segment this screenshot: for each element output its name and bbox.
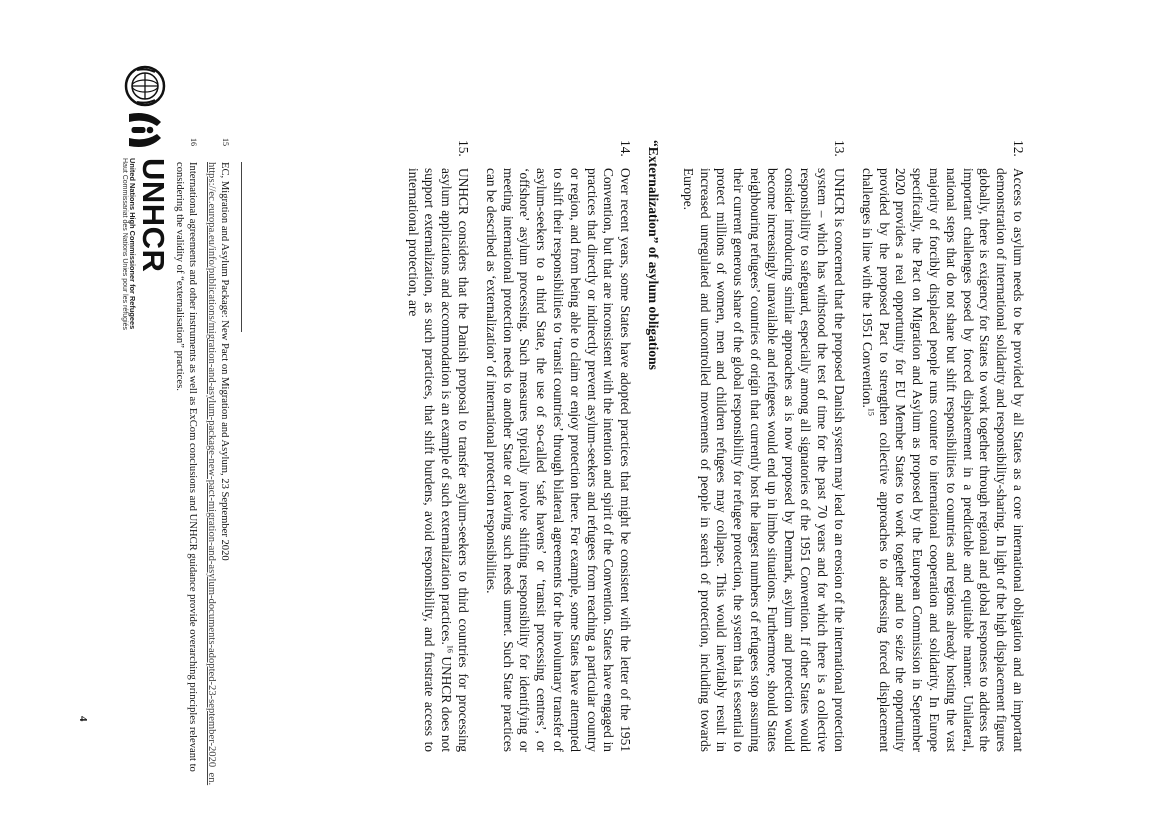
logo-text-block (121, 158, 169, 330)
footnote-15 (204, 138, 231, 798)
paragraph-number: 15. (456, 140, 472, 157)
brand-tagline-english: United Nations High Commissioner for Refugees (128, 158, 137, 330)
document-body (393, 140, 1026, 752)
paragraph-text (404, 168, 471, 752)
page-number: 4 (77, 716, 89, 722)
brand-name: UNHCR (136, 158, 171, 273)
footnote-text: International agreements and other instruments as well as ExCom conclusions and UNHCR guidance provide overarching principles relevant to considering the validity of “externalisation” practices. (173, 162, 199, 772)
paragraph-number: 14. (618, 140, 634, 157)
footnote-number: 16 (189, 138, 199, 146)
paragraph-text-after: UNHCR does not support externalization, as such practices, that shift burdens, avoid responsibility, and frustrate access to international protection, are (405, 168, 455, 752)
brand-tagline-french: Haut Commissariat des Nations Unies pour les réfugiés (120, 158, 128, 330)
paragraph-text: UNHCR is concerned that the proposed Danish system may lead to an erosion of the international protection system – which has withstood the test of time for the past 70 years and for which there is a collective responsibility to safeguard, especially among all signatories of the 1951 Convention. If other States would consider introducing similar approaches as is now proposed by Denmark, asylum and protection would become increasingly unavailable and refugees would end up in limbo situations. Furthermore, should States neighbouring refugees’ countries of origin that currently host the largest numbers of refugees stop assuming their current generous share of the global responsibility for refugee protection, the system that is essential to protect millions of women, men and children refugees may collapse. This would inevitably result in increased unregulated and uncontrolled movements of people in search of protection, including towards Europe. (680, 168, 848, 752)
footnote-ref-15[interactable]: 15 (866, 407, 876, 416)
hands-shelter-icon (123, 108, 167, 152)
paragraph-text-before: UNHCR considers that the Danish proposal to transfer asylum-seekers to third countries for processing asylum applications and accommodation is an example of such externalization practices. (439, 168, 472, 752)
section-heading: “Externalization” of asylum obligations (646, 140, 662, 370)
emblem-group (123, 64, 167, 152)
paragraph-text-content: Access to asylum needs to be provided by all States as a core international obligation and an important demonstration of international solidarity and responsibility-sharing. In light of the high displacement figures globally, there is exigency for States to work together through regional and global responses to address the important challenges posed by forced displacement in a predictable and equitable manner. Unilateral, national steps that do not share but shift responsibilities to countries and regions already hosting the vast majority of forcibly displaced people runs counter to international cooperation and solidarity. In Europe specifically, the Pact on Migration and Asylum as proposed by the European Commission in September 2020 provides a real opportunity for EU Member States to work together and to seize the opportunity provided by the proposed Pact to strengthen collective approaches to addressing forced displacement challenges in line with the 1951 Convention. (859, 168, 1026, 752)
footnote-16 (172, 138, 199, 798)
footnote-divider (241, 162, 242, 332)
footnote-text (204, 162, 231, 798)
paragraph-number: 13. (832, 140, 848, 157)
paragraph-number: 12. (1011, 140, 1026, 157)
un-emblem-icon (123, 64, 167, 108)
paragraph-text (858, 168, 1026, 752)
paragraph-14 (482, 140, 633, 752)
unhcr-logo (121, 64, 169, 330)
footnote-ref-16[interactable]: 16 (445, 644, 455, 653)
paragraph-12 (858, 140, 1026, 752)
footnote-link[interactable]: https://ec.europa.eu/info/publications/migration-and-asylum-package-new-pact-migration-and-asylum-documents-adopted-23-september-2020_en. (205, 162, 217, 786)
footnote-number: 15 (221, 138, 230, 146)
footnotes (167, 138, 242, 798)
paragraph-13 (679, 140, 847, 752)
paragraph-text: Over recent years, some States have adopted practices that might be consistent with the letter of the 1951 Convention, but that are inconsistent with the intention and spirit of the Convention. States have engaged in practices that directly or indirectly prevent asylum-seekers and refugees from reaching a particular country or region, and from being able to claim or enjoy protection there. For example, some States have attempted to shift their responsibilities to ‘transit countries’ through bilateral agreements for the involuntary transfer of asylum-seekers to a third State, the use of so-called ‘safe havens’ or ‘transit processing centres’, or ‘offshore’ asylum processing. Such measures typically involve shifting responsibility for identifying or meeting international protection needs to another State or leaving such needs unmet. Such State practices can be described as ‘externalization’ of international protection responsibilities. (483, 168, 634, 752)
paragraph-15 (404, 140, 471, 752)
footnote-citation: EC, Migration and Asylum Package: New Pact on Migration and Asylum, 23 September 2020 (219, 162, 230, 561)
